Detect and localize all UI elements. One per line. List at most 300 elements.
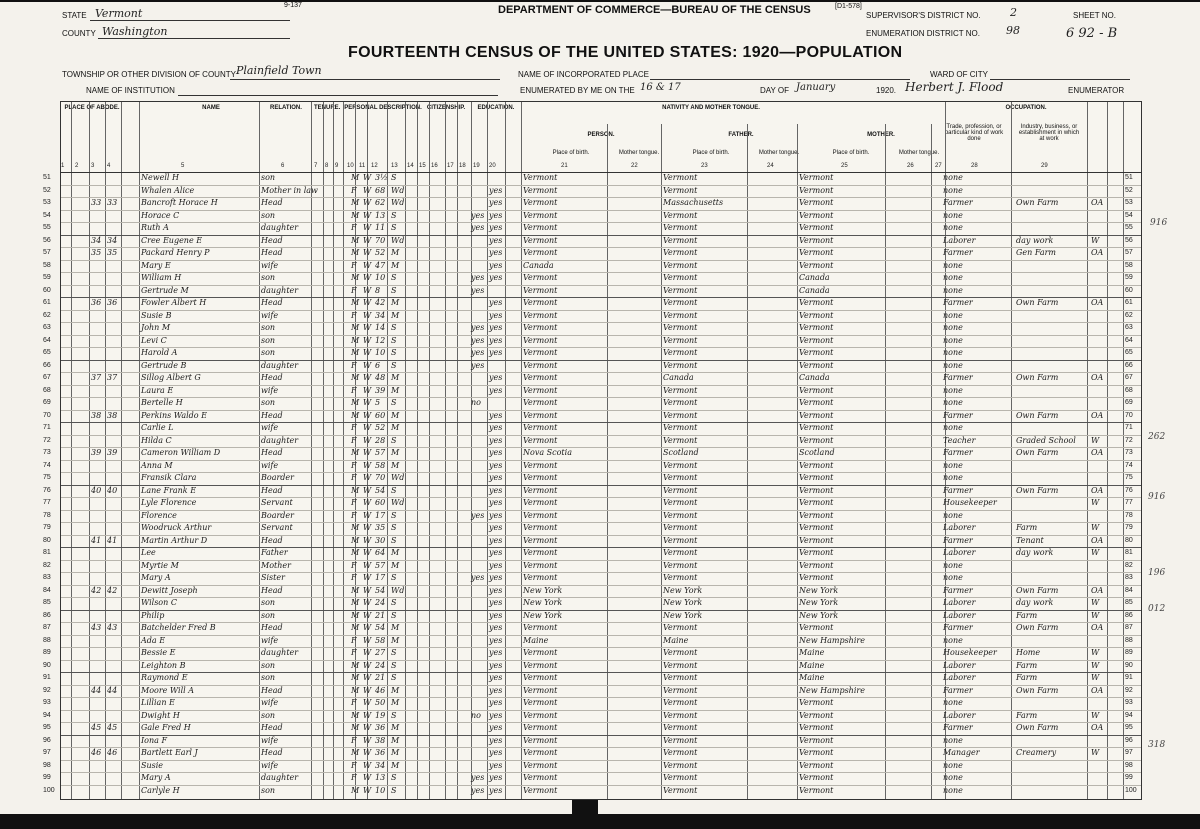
- cell-mother: Vermont: [799, 548, 834, 557]
- cell-race: W: [363, 335, 372, 345]
- line-number-right: 83: [1125, 574, 1133, 581]
- cell-marital: M: [391, 373, 400, 382]
- column-number: 29: [1041, 163, 1048, 169]
- cell-father: Vermont: [663, 710, 698, 720]
- cell-place: Vermont: [523, 173, 558, 182]
- cell-age: 36: [375, 748, 386, 757]
- cell-race: W: [363, 610, 372, 620]
- cell-sex: M: [351, 660, 360, 670]
- cell-name: Bessie E: [141, 648, 176, 657]
- cell-place: Vermont: [523, 498, 558, 507]
- cell-read: yes: [489, 685, 503, 695]
- cell-race: W: [363, 385, 372, 395]
- cell-trade: Farmer: [943, 585, 973, 595]
- cell-trade: Farmer: [943, 373, 973, 382]
- column-number: 27: [935, 163, 942, 169]
- cell-industry: Farm: [1016, 610, 1038, 620]
- cell-read: yes: [489, 473, 503, 482]
- line-number: 89: [43, 649, 51, 656]
- cell-name: Philip: [141, 610, 165, 620]
- margin-annotation: 012: [1148, 604, 1166, 614]
- cell-mother: Vermont: [799, 435, 834, 445]
- cell-place: Vermont: [523, 435, 558, 445]
- line-number-right: 68: [1125, 386, 1133, 394]
- cell-school: yes: [471, 510, 485, 520]
- cell-father: Vermont: [663, 760, 698, 770]
- cell-read: yes: [489, 598, 503, 607]
- cell-read: yes: [489, 660, 503, 670]
- line-number-right: 79: [1125, 524, 1133, 531]
- cell-father: Vermont: [663, 248, 698, 257]
- cell-read: yes: [489, 535, 503, 545]
- cell-place: Vermont: [523, 685, 558, 695]
- state-label: STATE: [62, 11, 87, 20]
- group-person: PERSON.: [587, 132, 615, 138]
- cell-school: yes: [471, 323, 485, 332]
- line-number-right: 56: [1125, 236, 1133, 244]
- cell-read: yes: [489, 673, 503, 682]
- cell-sex: F: [351, 698, 357, 707]
- group-relation: RELATION.: [270, 105, 302, 111]
- column-rule: [323, 102, 324, 799]
- group-nativity: NATIVITY AND MOTHER TONGUE.: [662, 105, 760, 111]
- column-number: 7: [314, 163, 318, 169]
- group-abode: PLACE OF ABODE.: [64, 105, 120, 111]
- column-number: 14: [407, 163, 414, 169]
- cell-industry: day work: [1016, 235, 1054, 245]
- cell-industry: Own Farm: [1016, 448, 1059, 457]
- cell-marital: M: [391, 548, 400, 557]
- cell-dwelling: 44: [91, 685, 102, 695]
- cell-class: OA: [1091, 723, 1104, 732]
- cell-race: W: [363, 248, 372, 257]
- cell-school: yes: [471, 773, 485, 782]
- cell-name: Cameron William D: [141, 448, 221, 457]
- cell-father: Vermont: [663, 748, 698, 757]
- cell-relation: daughter: [261, 360, 299, 370]
- cell-father: Massachusetts: [663, 198, 724, 207]
- cell-relation: daughter: [261, 223, 299, 232]
- cell-relation: Servant: [261, 498, 293, 507]
- cell-sex: F: [351, 385, 357, 395]
- cell-place: Vermont: [523, 285, 558, 295]
- cell-name: Anna M: [141, 460, 173, 470]
- cell-read: yes: [489, 335, 503, 345]
- column-number: 2: [75, 163, 79, 169]
- cell-mother: Vermont: [799, 535, 834, 545]
- cell-class: OA: [1091, 373, 1104, 382]
- incorporated-line: [650, 79, 910, 80]
- cell-sex: M: [351, 623, 360, 632]
- line-number-right: 71: [1125, 424, 1133, 431]
- line-number: 73: [43, 449, 51, 456]
- cell-mother: New York: [799, 598, 839, 607]
- column-number: 1: [61, 163, 65, 169]
- cell-race: W: [363, 685, 372, 695]
- cell-mother: Vermont: [799, 210, 834, 220]
- cell-read: yes: [489, 310, 503, 320]
- cell-relation: Head: [261, 585, 283, 595]
- line-number: 90: [43, 661, 51, 669]
- cell-age: 48: [375, 373, 386, 382]
- cell-class: OA: [1091, 535, 1104, 545]
- cell-relation: Head: [261, 410, 283, 420]
- cell-age: 19: [375, 710, 386, 720]
- cell-family: 46: [107, 748, 118, 757]
- column-rule: [487, 102, 488, 799]
- cell-sex: M: [351, 610, 360, 620]
- cell-father: Vermont: [663, 560, 698, 570]
- cell-age: 50: [375, 698, 386, 707]
- line-number: 70: [43, 411, 51, 419]
- cell-class: OA: [1091, 623, 1104, 632]
- cell-mother: Vermont: [799, 460, 834, 470]
- cell-trade: none: [943, 760, 963, 770]
- cell-relation: Head: [261, 248, 283, 257]
- cell-age: 10: [375, 273, 386, 282]
- township-label: TOWNSHIP OR OTHER DIVISION OF COUNTY: [62, 70, 236, 79]
- line-number: 57: [43, 249, 51, 256]
- cell-industry: Farm: [1016, 523, 1038, 532]
- cell-place: Vermont: [523, 660, 558, 670]
- cell-marital: S: [391, 223, 397, 232]
- cell-dwelling: 41: [91, 535, 102, 545]
- cell-father: Vermont: [663, 360, 698, 370]
- cell-trade: Farmer: [943, 198, 973, 207]
- cell-trade: none: [943, 348, 963, 357]
- cell-read: yes: [489, 635, 503, 645]
- column-number: 11: [359, 163, 366, 169]
- cell-place: Vermont: [523, 473, 558, 482]
- cell-age: 21: [375, 673, 386, 682]
- cell-mother: Vermont: [799, 785, 834, 795]
- cell-industry: Own Farm: [1016, 410, 1059, 420]
- group-citizenship: CITIZENSHIP.: [426, 105, 466, 111]
- cell-mother: Maine: [799, 648, 825, 657]
- cell-age: 52: [375, 248, 386, 257]
- cell-place: New York: [523, 598, 563, 607]
- county-label: COUNTY: [62, 29, 96, 38]
- cell-read: yes: [489, 298, 503, 307]
- cell-father: Vermont: [663, 335, 698, 345]
- cell-place: Maine: [523, 635, 549, 645]
- cell-marital: M: [391, 698, 400, 707]
- cell-family: 38: [107, 410, 118, 420]
- supervisor-number: 2: [1010, 6, 1017, 19]
- cell-name: Bancroft Horace H: [141, 198, 218, 207]
- cell-name: Bartlett Earl J: [141, 748, 198, 757]
- cell-place: Vermont: [523, 398, 558, 407]
- column-rule: [1011, 102, 1012, 799]
- cell-relation: Head: [261, 373, 283, 382]
- cell-trade: Housekeeper: [943, 648, 997, 657]
- day-of-label: DAY OF: [760, 86, 790, 95]
- cell-marital: S: [391, 210, 397, 220]
- cell-age: 30: [375, 535, 386, 545]
- cell-age: 24: [375, 598, 386, 607]
- cell-class: W: [1091, 710, 1100, 720]
- cell-sex: M: [351, 173, 360, 182]
- line-number: 76: [43, 486, 51, 494]
- line-number-right: 85: [1125, 599, 1133, 606]
- cell-trade: Farmer: [943, 485, 973, 495]
- cell-mother: Vermont: [799, 360, 834, 370]
- frame-edge-bottom: [0, 814, 1200, 829]
- line-number-right: 100: [1125, 786, 1137, 794]
- column-number: 21: [561, 163, 568, 169]
- cell-class: W: [1091, 660, 1100, 670]
- ward-line: [990, 79, 1130, 80]
- cell-family: 41: [107, 535, 118, 545]
- cell-mother: Vermont: [799, 623, 834, 632]
- cell-read: yes: [489, 785, 503, 795]
- line-number: 79: [43, 524, 51, 531]
- line-number-right: 96: [1125, 736, 1133, 744]
- column-number: 12: [371, 163, 378, 169]
- cell-place: Vermont: [523, 785, 558, 795]
- cell-age: 58: [375, 460, 386, 470]
- cell-race: W: [363, 210, 372, 220]
- line-number: 61: [43, 299, 51, 306]
- cell-name: Horace C: [141, 210, 180, 220]
- cell-place: Vermont: [523, 773, 558, 782]
- cell-sex: M: [351, 210, 360, 220]
- cell-industry: Tenant: [1016, 535, 1044, 545]
- cell-sex: F: [351, 635, 357, 645]
- cell-father: New York: [663, 585, 703, 595]
- cell-class: OA: [1091, 448, 1104, 457]
- cell-race: W: [363, 673, 372, 682]
- cell-relation: son: [261, 660, 276, 670]
- group-education: EDUCATION.: [477, 105, 515, 111]
- line-number: 51: [43, 174, 51, 181]
- cell-sex: M: [351, 548, 360, 557]
- cell-name: Lane Frank E: [141, 485, 197, 495]
- cell-father: Vermont: [663, 648, 698, 657]
- cell-mother: Vermont: [799, 185, 834, 195]
- line-number-right: 63: [1125, 324, 1133, 331]
- cell-school: yes: [471, 210, 485, 220]
- cell-father: Vermont: [663, 660, 698, 670]
- cell-trade: Laborer: [943, 548, 976, 557]
- cell-family: 35: [107, 248, 118, 257]
- cell-sex: M: [351, 298, 360, 307]
- column-rule: [89, 102, 90, 799]
- cell-industry: Own Farm: [1016, 485, 1059, 495]
- cell-father: Vermont: [663, 510, 698, 520]
- column-rule: [417, 102, 418, 799]
- enum-district-label: ENUMERATION DISTRICT NO.: [866, 29, 980, 38]
- cell-father: Vermont: [663, 285, 698, 295]
- cell-industry: Creamery: [1016, 748, 1057, 757]
- township-line: [230, 79, 500, 80]
- cell-marital: Wd: [391, 185, 405, 195]
- cell-race: W: [363, 285, 372, 295]
- cell-dwelling: 38: [91, 410, 102, 420]
- cell-read: yes: [489, 710, 503, 720]
- cell-mother: Vermont: [799, 498, 834, 507]
- cell-family: 37: [107, 373, 118, 382]
- cell-name: Lee: [141, 548, 156, 557]
- cell-name: Woodruck Arthur: [141, 523, 212, 532]
- cell-race: W: [363, 773, 372, 782]
- cell-industry: Home: [1016, 648, 1041, 657]
- line-number: 52: [43, 186, 51, 194]
- column-number: 6: [281, 163, 285, 169]
- cell-name: Susie: [141, 760, 164, 770]
- cell-age: 34: [375, 310, 386, 320]
- institution-label: NAME OF INSTITUTION: [86, 86, 175, 95]
- cell-dwelling: 46: [91, 748, 102, 757]
- cell-name: Leighton B: [141, 660, 186, 670]
- cell-mother: Maine: [799, 673, 825, 682]
- cell-read: yes: [489, 485, 503, 495]
- cell-marital: S: [391, 323, 397, 332]
- cell-dwelling: 36: [91, 298, 102, 307]
- cell-age: 11: [375, 223, 386, 232]
- cell-mother: Vermont: [799, 310, 834, 320]
- cell-class: W: [1091, 498, 1100, 507]
- cell-father: Vermont: [663, 323, 698, 332]
- cell-family: 44: [107, 685, 118, 695]
- cell-race: W: [363, 785, 372, 795]
- cell-class: W: [1091, 648, 1100, 657]
- cell-name: Raymond E: [141, 673, 188, 682]
- line-number-right: 95: [1125, 724, 1133, 731]
- cell-read: yes: [489, 373, 503, 382]
- cell-age: 34: [375, 760, 386, 770]
- cell-race: W: [363, 523, 372, 532]
- cell-relation: wife: [261, 760, 279, 770]
- cell-relation: Head: [261, 298, 283, 307]
- cell-marital: M: [391, 735, 400, 745]
- cell-father: Vermont: [663, 735, 698, 745]
- line-number-right: 99: [1125, 774, 1133, 781]
- cell-relation: wife: [261, 698, 279, 707]
- cell-class: W: [1091, 610, 1100, 620]
- cell-school: yes: [471, 785, 485, 795]
- cell-trade: Farmer: [943, 623, 973, 632]
- cell-race: W: [363, 323, 372, 332]
- cell-name: Dwight H: [141, 710, 180, 720]
- cell-sex: F: [351, 760, 357, 770]
- cell-relation: wife: [261, 423, 279, 432]
- cell-age: 47: [375, 260, 386, 270]
- cell-father: Vermont: [663, 310, 698, 320]
- cell-mother: Canada: [799, 373, 830, 382]
- cell-relation: son: [261, 785, 276, 795]
- cell-father: Vermont: [663, 185, 698, 195]
- cell-father: Vermont: [663, 485, 698, 495]
- cell-age: 38: [375, 735, 386, 745]
- cell-class: OA: [1091, 410, 1104, 420]
- cell-dwelling: 45: [91, 723, 102, 732]
- cell-name: Packard Henry P: [141, 248, 210, 257]
- cell-relation: Head: [261, 685, 283, 695]
- cell-age: 46: [375, 685, 386, 695]
- ward-label: WARD OF CITY: [930, 70, 988, 79]
- cell-name: Perkins Waldo E: [141, 410, 207, 420]
- cell-name: Sillog Albert G: [141, 373, 201, 382]
- cell-age: 68: [375, 185, 386, 195]
- cell-marital: S: [391, 660, 397, 670]
- cell-place: Vermont: [523, 323, 558, 332]
- cell-name: Carlyle H: [141, 785, 180, 795]
- cell-marital: S: [391, 573, 397, 582]
- cell-mother: Vermont: [799, 298, 834, 307]
- cell-marital: S: [391, 510, 397, 520]
- cell-trade: none: [943, 460, 963, 470]
- form-number: 9-137: [284, 2, 302, 9]
- cell-relation: Boarder: [261, 510, 294, 520]
- line-number: 88: [43, 636, 51, 644]
- cell-race: W: [363, 448, 372, 457]
- column-number: 20: [489, 163, 496, 169]
- cell-school: yes: [471, 285, 485, 295]
- line-number-right: 72: [1125, 436, 1133, 444]
- cell-read: yes: [489, 510, 503, 520]
- cell-relation: wife: [261, 460, 279, 470]
- cell-place: Vermont: [523, 385, 558, 395]
- line-number-right: 77: [1125, 499, 1133, 506]
- column-number: 9: [335, 163, 339, 169]
- cell-class: OA: [1091, 248, 1104, 257]
- cell-school: yes: [471, 348, 485, 357]
- cell-trade: Farmer: [943, 298, 973, 307]
- cell-father: Vermont: [663, 348, 698, 357]
- column-number: 16: [431, 163, 438, 169]
- cell-marital: S: [391, 173, 397, 182]
- cell-trade: none: [943, 560, 963, 570]
- line-number: 80: [43, 536, 51, 544]
- cell-sex: M: [351, 323, 360, 332]
- cell-relation: Father: [261, 548, 288, 557]
- cell-trade: Laborer: [943, 710, 976, 720]
- cell-age: 36: [375, 723, 386, 732]
- cell-school: no: [471, 398, 481, 407]
- cell-relation: Head: [261, 235, 283, 245]
- cell-trade: Laborer: [943, 598, 976, 607]
- cell-school: yes: [471, 223, 485, 232]
- cell-read: yes: [489, 610, 503, 620]
- line-number-right: 84: [1125, 586, 1133, 594]
- cell-place: Vermont: [523, 510, 558, 520]
- cell-marital: S: [391, 598, 397, 607]
- cell-marital: S: [391, 335, 397, 345]
- cell-age: 3½: [375, 173, 388, 182]
- cell-read: yes: [489, 435, 503, 445]
- cell-father: Scotland: [663, 448, 699, 457]
- cell-marital: Wd: [391, 235, 405, 245]
- cell-class: W: [1091, 235, 1100, 245]
- cell-trade: none: [943, 635, 963, 645]
- cell-read: yes: [489, 260, 503, 270]
- cell-relation: wife: [261, 735, 279, 745]
- cell-place: Nova Scotia: [523, 448, 572, 457]
- line-number-right: 51: [1125, 174, 1133, 181]
- cell-family: 34: [107, 235, 118, 245]
- cell-sex: F: [351, 310, 357, 320]
- line-number-right: 76: [1125, 486, 1133, 494]
- line-number-right: 70: [1125, 411, 1133, 419]
- cell-read: yes: [489, 648, 503, 657]
- cell-mother: Vermont: [799, 385, 834, 395]
- cell-age: 17: [375, 573, 386, 582]
- enumerated-label: ENUMERATED BY ME ON THE: [520, 86, 635, 95]
- cell-read: yes: [489, 273, 503, 282]
- line-number: 56: [43, 236, 51, 244]
- cell-place: Vermont: [523, 198, 558, 207]
